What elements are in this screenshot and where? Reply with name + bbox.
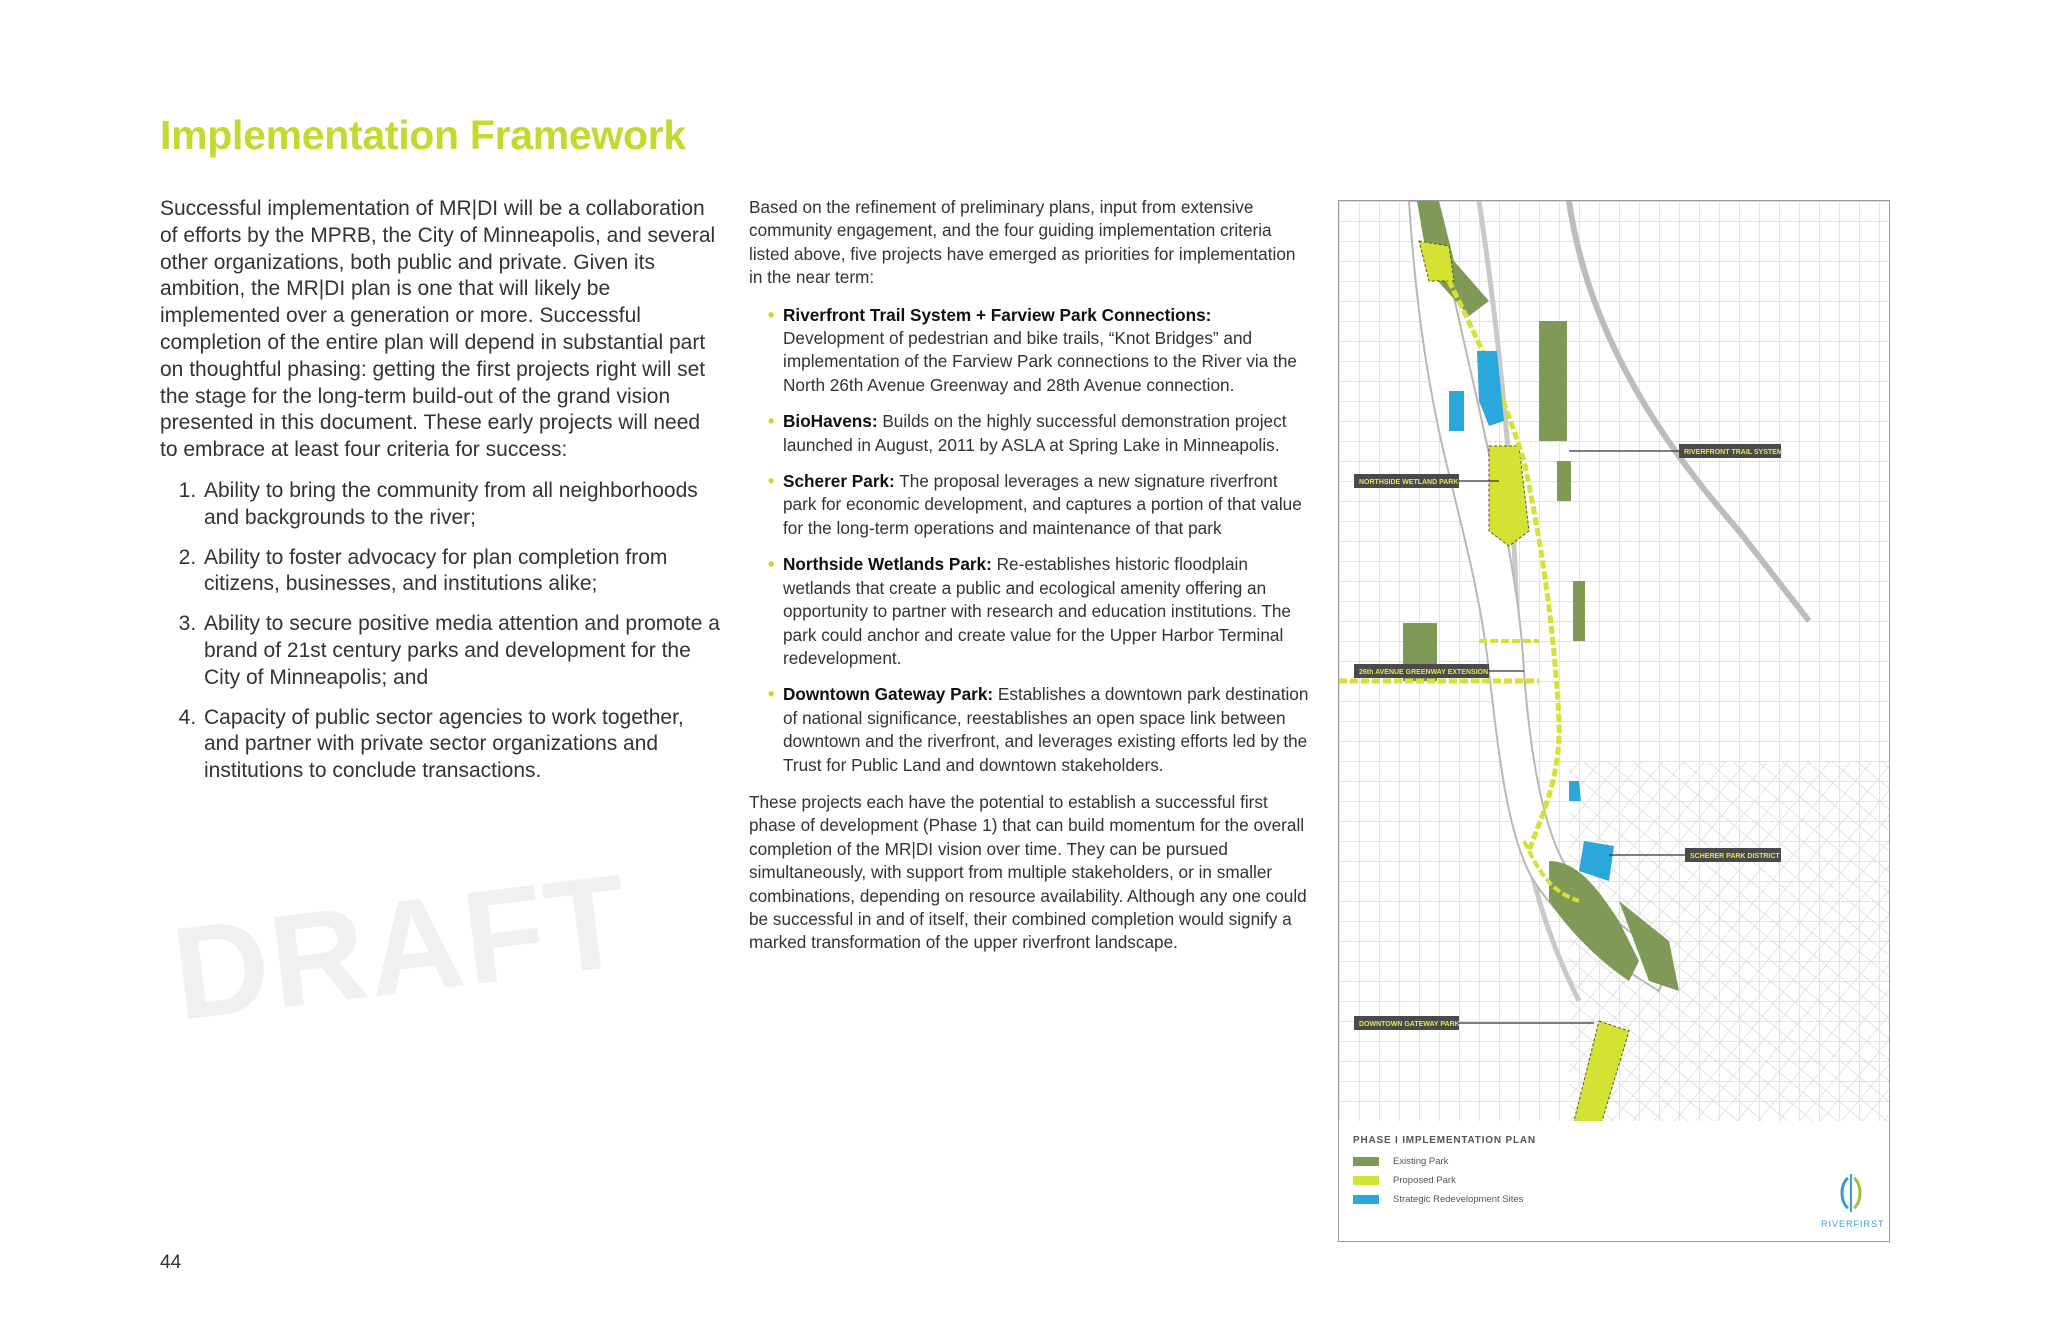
project-name: Riverfront Trail System + Farview Park Connections: — [783, 304, 1212, 325]
logo-text: RIVERFIRST — [1821, 1219, 1885, 1229]
label-downtown: DOWNTOWN GATEWAY PARK — [1359, 1021, 1460, 1028]
criteria-item: 3. Ability to secure positive media attention and promote a brand of 21st century parks and development for the City of Minneapolis; and — [202, 611, 720, 691]
project-item — [768, 683, 1309, 777]
criteria-item: 4. Capacity of public sector agencies to work together, and partner with private sector organizations and institutions to conclude transactions. — [202, 705, 720, 785]
criteria-item: 1. Ability to bring the community from all neighborhoods and backgrounds to the river; — [202, 478, 720, 532]
bullet-icon: • — [768, 471, 775, 492]
project-text: Development of pedestrian and bike trails, “Knot Bridges” and implementation of the Farview Park connections to the River via the North 26th Avenue Greenway and 28th Avenue connection. — [783, 328, 1297, 395]
project-list — [749, 304, 1309, 777]
projects-intro: Based on the refinement of preliminary plans, input from extensive community engagement, and the four guiding implementation criteria listed above, five projects have emerged as priorities for implementation in the near term: — [749, 197, 1296, 288]
project-text: The proposal leverages a new signature riverfront park for economic development, and captures a portion of that value for the long-term operations and maintenance of that park — [783, 471, 1302, 538]
bullet-icon: • — [768, 304, 775, 325]
existing-park — [1539, 321, 1567, 441]
intro-paragraph: Successful implementation of MR|DI will be a collaboration of efforts by the MPRB, the City of Minneapolis, and several other organizations, both public and private. Given its ambition, the MR|DI plan is one that will likely be implemented over a generation or more. Successful completion of the entire plan will depend in substantial part on thoughtful phasing: getting the first projects right will set the stage for the long-term build-out of the grand vision presented in this document. These early projects will need to embrace at least four criteria for success: — [160, 197, 716, 462]
legend-item — [1353, 1194, 1523, 1208]
project-name: Northside Wetlands Park: — [783, 554, 992, 575]
project-name: BioHavens: — [783, 411, 878, 432]
project-item — [768, 553, 1309, 670]
redevelopment-site — [1449, 391, 1464, 431]
map-graphic — [1339, 201, 1889, 1121]
label-riverfront-trail: RIVERFRONT TRAIL SYSTEM — [1684, 449, 1783, 456]
label-greenway: 26th AVENUE GREENWAY EXTENSION — [1359, 669, 1489, 676]
redevelopment-site — [1569, 781, 1581, 801]
legend-label: Existing Park — [1393, 1156, 1449, 1167]
legend-swatch — [1353, 1157, 1379, 1166]
riverfirst-logo — [1821, 1172, 1885, 1229]
criteria-list — [160, 478, 720, 785]
page-number: 44 — [160, 1252, 182, 1273]
page-title: Implementation Framework — [160, 112, 686, 158]
legend-swatch — [1353, 1176, 1379, 1185]
legend-item — [1353, 1175, 1456, 1189]
criteria-item: 2. Ability to foster advocacy for plan completion from citizens, businesses, and institutions alike; — [202, 545, 720, 599]
existing-park — [1557, 461, 1571, 501]
bullet-icon: • — [768, 684, 775, 705]
bullet-icon: • — [768, 411, 775, 432]
legend-label: Proposed Park — [1393, 1175, 1456, 1186]
left-column — [160, 196, 720, 798]
label-scherer: SCHERER PARK DISTRICT — [1690, 853, 1780, 860]
project-text: Re-establishes historic floodplain wetlands that create a public and ecological amenity offering an opportunity to partner with research and education institutions. The park could anchor and create value for the Upper Harbor Terminal redevelopment. — [783, 554, 1291, 668]
riverfirst-logo-icon — [1836, 1172, 1866, 1214]
project-text: Establishes a downtown park destination of national significance, reestablishes an open space link between downtown and the riverfront, and leverages existing efforts led by the Trust for Public Land and downtown stakeholders. — [783, 684, 1309, 775]
project-item — [768, 410, 1309, 457]
bullet-icon: • — [768, 554, 775, 575]
implementation-map — [1338, 200, 1890, 1242]
project-name: Scherer Park: — [783, 471, 895, 492]
label-northside-wetland: NORTHSIDE WETLAND PARK — [1359, 479, 1459, 486]
legend-title: PHASE I IMPLEMENTATION PLAN — [1353, 1135, 1536, 1146]
existing-park — [1573, 581, 1585, 641]
closing-paragraph: These projects each have the potential to establish a successful first phase of development (Phase 1) that can build momentum for the overall completion of the MR|DI vision over time. They can be pursued simultaneously, with support from multiple stakeholders, or in smaller combinations, depending on resource availability. Although any one could be successful in and of itself, their combined completion would signify a marked transformation of the upper riverfront landscape. — [749, 791, 1307, 953]
legend-swatch — [1353, 1195, 1379, 1204]
legend-item — [1353, 1156, 1448, 1170]
project-item — [768, 470, 1309, 540]
middle-column — [749, 196, 1309, 969]
project-item — [768, 304, 1309, 398]
project-text: Builds on the highly successful demonstration project launched in August, 2011 by ASLA at Spring Lake in Minneapolis. — [783, 411, 1287, 455]
draft-watermark: DRAFT — [165, 846, 638, 1048]
project-name: Downtown Gateway Park: — [783, 684, 994, 705]
legend-label: Strategic Redevelopment Sites — [1393, 1194, 1524, 1205]
